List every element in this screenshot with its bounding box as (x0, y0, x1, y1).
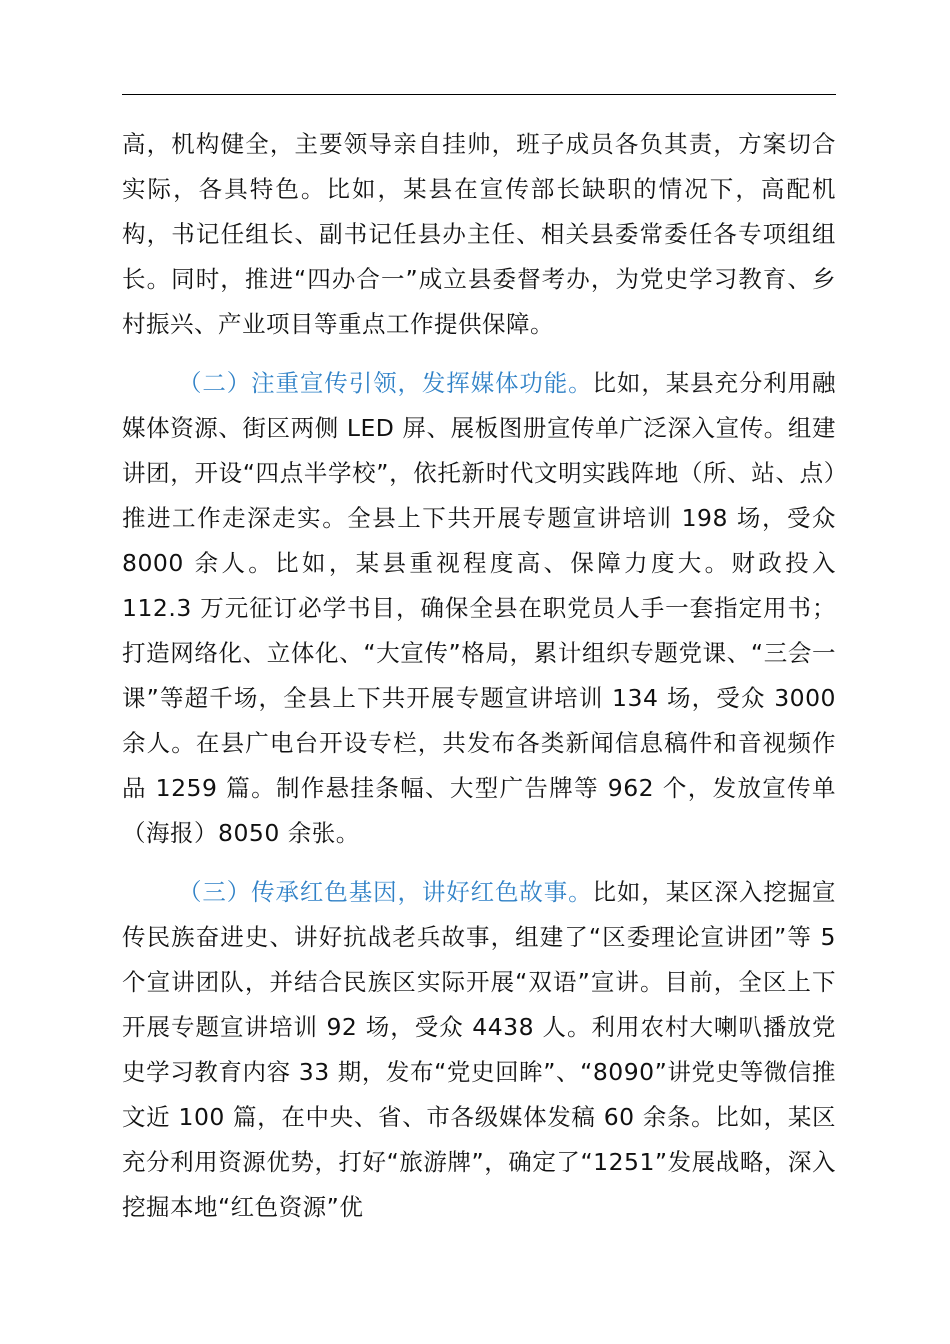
section-heading: （二）注重宣传引领，发挥媒体功能。 (178, 369, 593, 397)
paragraph-section-3 (122, 870, 836, 1230)
header-rule (122, 94, 836, 95)
paragraph-continuation (122, 122, 836, 347)
paragraph-text: 高，机构健全，主要领导亲自挂帅，班子成员各负其责，方案切合实际，各具特色。比如，某县在宣传部长缺职的情况下，高配机构，书记任组长、副书记任县办主任、相关县委常委任各专项组组长。同时，推进“四办合一”成立县委督考办，为党史学习教育、乡村振兴、产业项目等重点工作提供保障。 (122, 130, 836, 338)
document-body (122, 122, 836, 1230)
paragraph-text: 比如，某区深入挖掘宣传民族奋进史、讲好抗战老兵故事，组建了“区委理论宣讲团”等 5 个宣讲团队，并结合民族区实际开展“双语”宣讲。目前，全区上下开展专题宣讲培训 92 场，受众 4438 人。利用农村大喇叭播放党史学习教育内容 33 期，发布“党史回眸”、“8090”讲党史等微信推文近 100 篇，在中央、省、市各级媒体发稿 60 余条。比如，某区充分利用资源优势，打好“旅游牌”，确定了“1251”发展战略，深入挖掘本地“红色资源”优 (122, 878, 837, 1221)
paragraph-text: 比如，某县充分利用融媒体资源、街区两侧 LED 屏、展板图册宣传单广泛深入宣传。组建讲团，开设“四点半学校”，依托新时代文明实践阵地（所、站、点）推进工作走深走实。全县上下共开展专题宣讲培训 198 场，受众 8000 余人。比如，某县重视程度高、保障力度大。财政投入 112.3 万元征订必学书目，确保全县在职党员人手一套指定用书；打造网络化、立体化、“大宣传”格局，累计组织专题党课、“三会一课”等超千场，全县上下共开展专题宣讲培训 134 场，受众 3000 余人。在县广电台开设专栏，共发布各类新闻信息稿件和音视频作品 1259 篇。制作悬挂条幅、大型广告牌等 962 个，发放宣传单（海报）8050 余张。 (122, 369, 837, 847)
paragraph-section-2 (122, 361, 836, 856)
section-heading: （三）传承红色基因，讲好红色故事。 (178, 878, 593, 906)
